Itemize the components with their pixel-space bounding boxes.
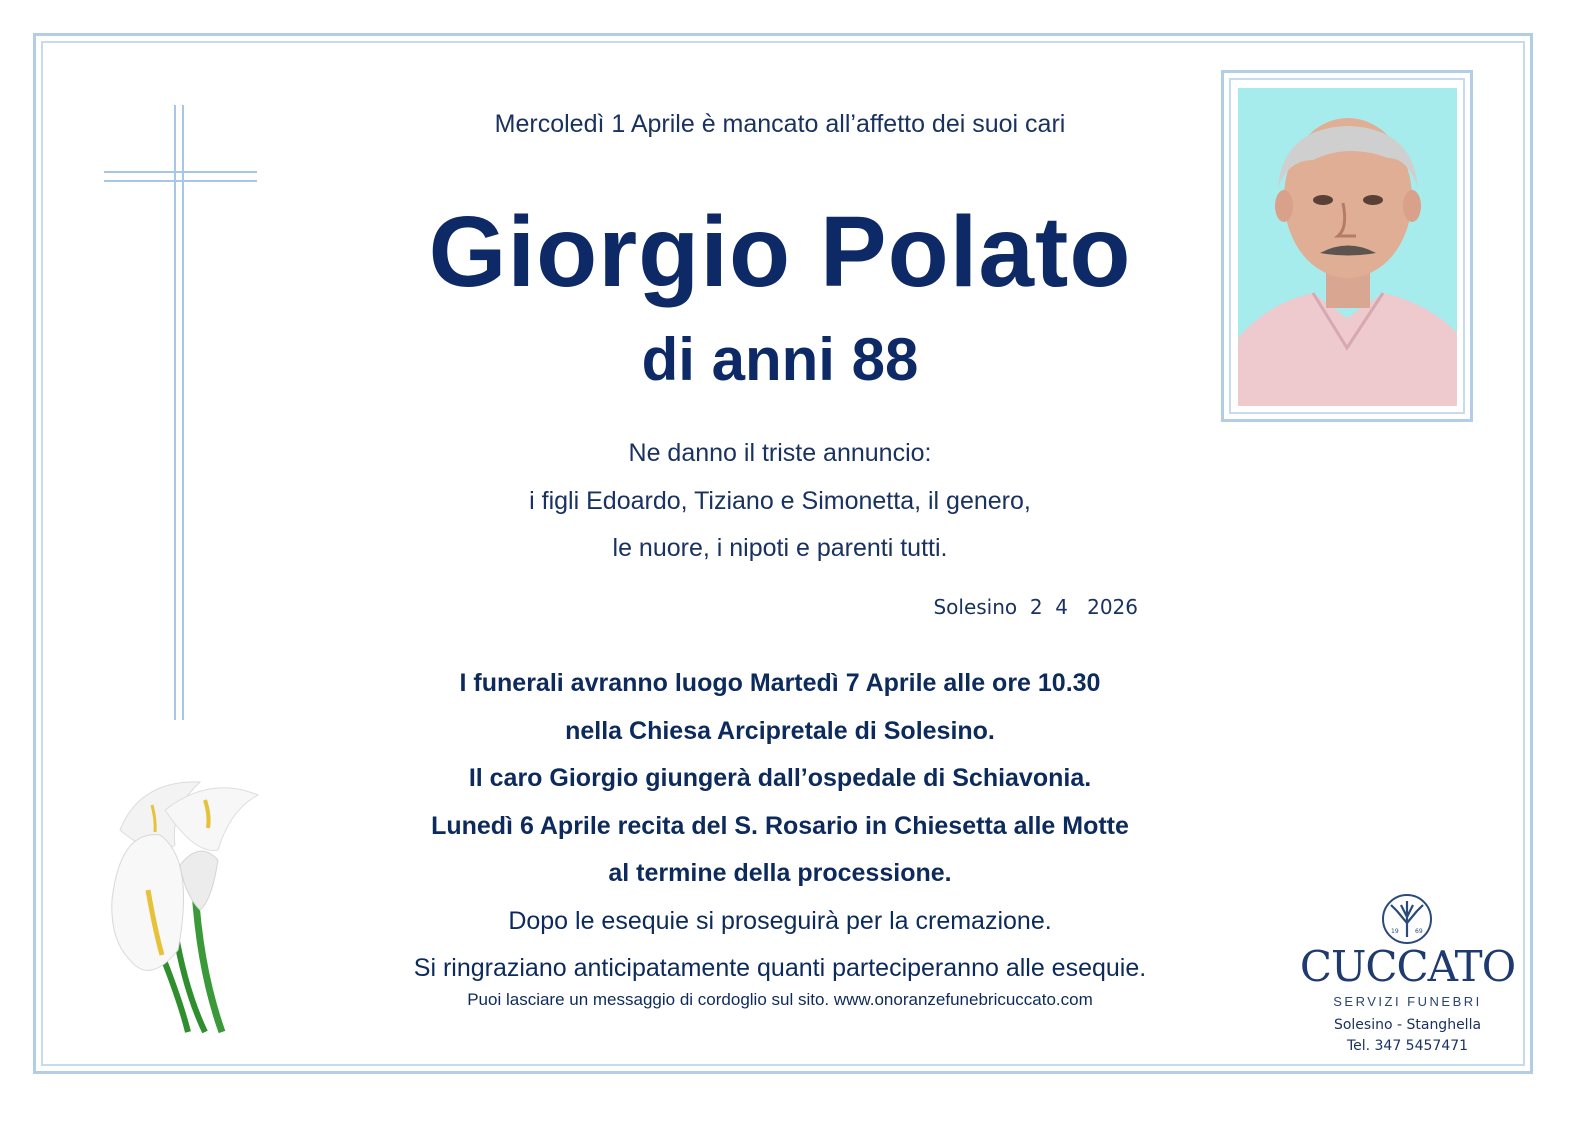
calla-lily-image [100, 770, 265, 1035]
funeral-details [340, 660, 1220, 993]
deceased-age: di anni 88 [641, 326, 919, 393]
condolence-note: Puoi lasciare un messaggio di cordoglio sul sito. www.onoranzefunebricuccato.com [467, 990, 1093, 1009]
funeral-home-logo [1295, 890, 1520, 1060]
announcement [340, 430, 1220, 573]
funeral-line: Lunedì 6 Aprile recita del S. Rosario in Chiesetta alle Motte [431, 811, 1129, 840]
funeral-line: I funerali avranno luogo Martedì 7 Aprile alle ore 10.30 [459, 669, 1101, 697]
funeral-line: al termine della processione. [608, 859, 952, 887]
funeral-line: Il caro Giorgio giungerà dall’ospedale di Schiavonia. [468, 764, 1092, 792]
portrait-photo [1238, 88, 1457, 406]
tree-icon [1381, 893, 1433, 945]
announce-line: i figli Edoardo, Tiziano e Simonetta, il genero, [529, 486, 1031, 515]
funeral-line: nella Chiesa Arcipretale di Solesino. [565, 716, 995, 745]
logo-name: CUCCATO [1299, 942, 1516, 991]
place-date: Solesino 2 4 2026 [933, 595, 1138, 619]
logo-year-right: 69 [1415, 928, 1423, 935]
funeral-line: Dopo le esequie si proseguirà per la cremazione. [508, 906, 1052, 935]
logo-subtitle: SERVIZI FUNEBRI [1333, 994, 1482, 1009]
announce-line: le nuore, i nipoti e parenti tutti. [612, 534, 948, 562]
logo-year-left: 19 [1391, 928, 1399, 935]
deceased-name: Giorgio Polato [428, 196, 1132, 308]
intro-text: Mercoledì 1 Aprile è mancato all’affetto dei suoi cari [494, 110, 1066, 138]
funeral-line: Si ringraziano anticipatamente quanti parteciperanno alle esequie. [413, 954, 1147, 982]
logo-phone: Tel. 347 5457471 [1346, 1038, 1469, 1054]
logo-locations: Solesino - Stanghella [1333, 1017, 1482, 1033]
announce-line: Ne danno il triste annuncio: [628, 439, 932, 467]
